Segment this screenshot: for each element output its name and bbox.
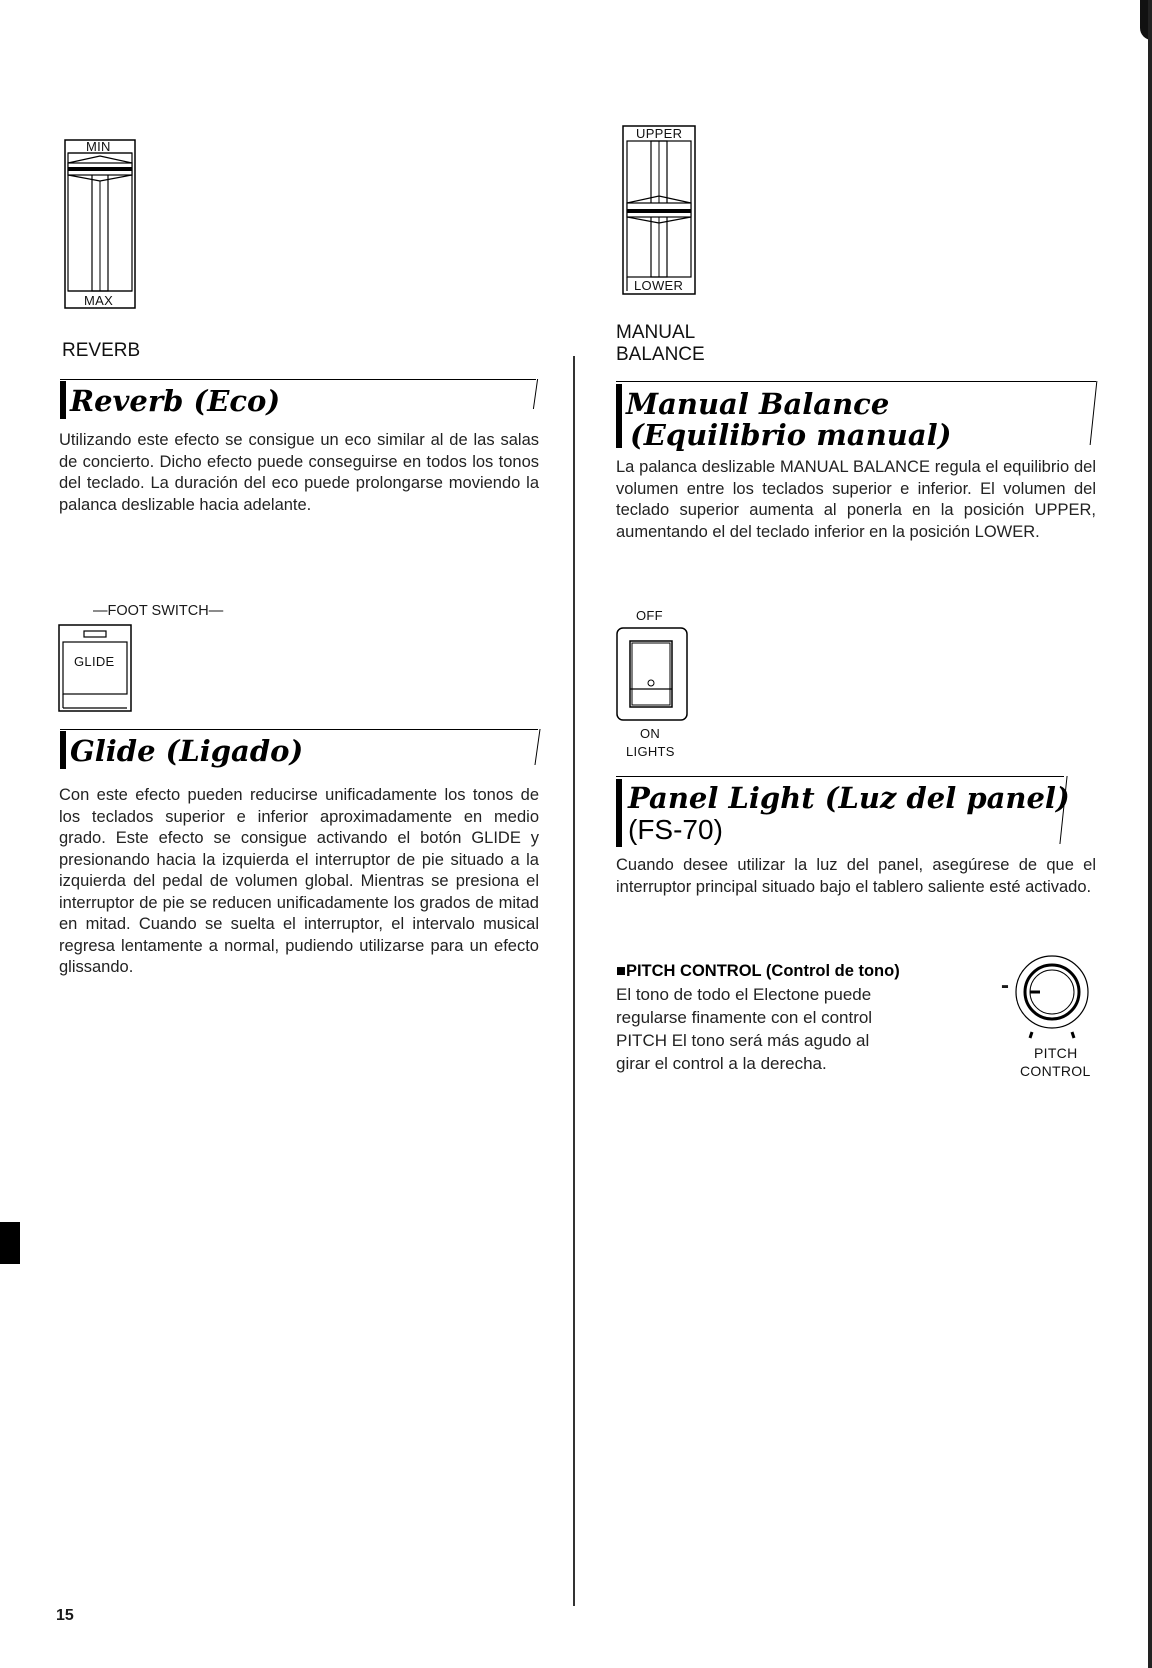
panel-light-heading: Panel Light (Luz del panel): [628, 781, 1070, 815]
pitch-line-1: El tono de todo el Electone puede: [616, 985, 872, 1004]
manual-balance-slider-diagram: [622, 125, 696, 295]
pitch-label-2: CONTROL: [1020, 1063, 1091, 1079]
balance-lower-label: LOWER: [634, 278, 684, 293]
side-tab-marker: [0, 1222, 20, 1264]
reverb-text: Utilizando este efecto se consigue un eco similar al de las salas de concierto. Dicho efecto puede conseguirse en todos los tonos del teclado. La duración del eco puede prolongarse moviendo la palanca deslizable hacia adelante.: [59, 431, 539, 514]
lights-switch-diagram: [616, 627, 688, 725]
reverb-heading: Reverb (Eco): [70, 384, 281, 418]
pitch-knob-icon: [994, 952, 1094, 1042]
manual-balance-label-1: MANUAL: [616, 322, 696, 343]
pitch-line-4: girar el control a la derecha.: [616, 1054, 827, 1073]
foot-switch-label: —FOOT SWITCH—: [93, 603, 224, 619]
reverb-max-label: MAX: [84, 293, 114, 308]
page-number: 15: [56, 1607, 74, 1624]
glide-text: Con este efecto pueden reducirse unificadamente los tonos de los teclados superior e inferior aproximadamente en medio grado. Este efecto se consigue activando el botón GLIDE y presionando hacia la izquierda el interruptor de pie situado a la izquierda del pedal de volumen global. Mientras se presiona el interruptor de pie se reducen unificadamente los grados de mitad en mitad. Cuando se suelta el interruptor, el intervalo musical regresa lentamente a normal, pudiendo utilizarse para un efecto glissando.: [59, 786, 539, 976]
lights-switch-icon: [616, 627, 688, 725]
pitch-control-title: ■PITCH CONTROL (Control de tono): [616, 962, 900, 980]
pitch-line-2: regularse finamente con el control: [616, 1008, 873, 1027]
glide-button-diagram: [58, 624, 132, 712]
pitch-control-diagram: [994, 952, 1094, 1042]
reverb-min-label: MIN: [86, 139, 111, 154]
page-edge-line: [1148, 0, 1152, 1668]
lights-off-label: OFF: [636, 608, 663, 623]
manual-balance-heading-1: Manual Balance: [626, 387, 890, 421]
reverb-label: REVERB: [62, 340, 141, 361]
manual-balance-text: La palanca deslizable MANUAL BALANCE regula el equilibrio del volumen entre los teclados superior e inferior. El volumen del teclado superior aumenta al ponerla en la posición UPPER, aumentando el del teclado inferior en la posición LOWER.: [616, 458, 1096, 541]
glide-button-label: GLIDE: [74, 654, 115, 669]
panel-light-sub: (FS-70): [628, 814, 723, 845]
lights-on-label: ON: [640, 726, 661, 741]
pitch-control-text: [616, 983, 936, 1075]
pitch-minus-sign: -: [1001, 972, 1009, 999]
manual-balance-heading-2: (Equilibrio manual): [630, 418, 952, 452]
reverb-slider-icon: [64, 139, 136, 309]
pitch-line-3: PITCH El tono será más agudo al: [616, 1031, 870, 1050]
glide-heading: Glide (Ligado): [70, 734, 304, 768]
column-divider: [573, 356, 575, 1606]
balance-slider-icon: [622, 125, 696, 295]
reverb-slider-diagram: [64, 139, 136, 309]
pitch-label-1: PITCH: [1034, 1045, 1078, 1061]
lights-label: LIGHTS: [626, 744, 675, 759]
balance-upper-label: UPPER: [636, 126, 683, 141]
manual-balance-label-2: BALANCE: [616, 344, 705, 365]
panel-light-text: Cuando desee utilizar la luz del panel, asegúrese de que el interruptor principal situado bajo el tablero saliente esté activado.: [616, 856, 1096, 896]
